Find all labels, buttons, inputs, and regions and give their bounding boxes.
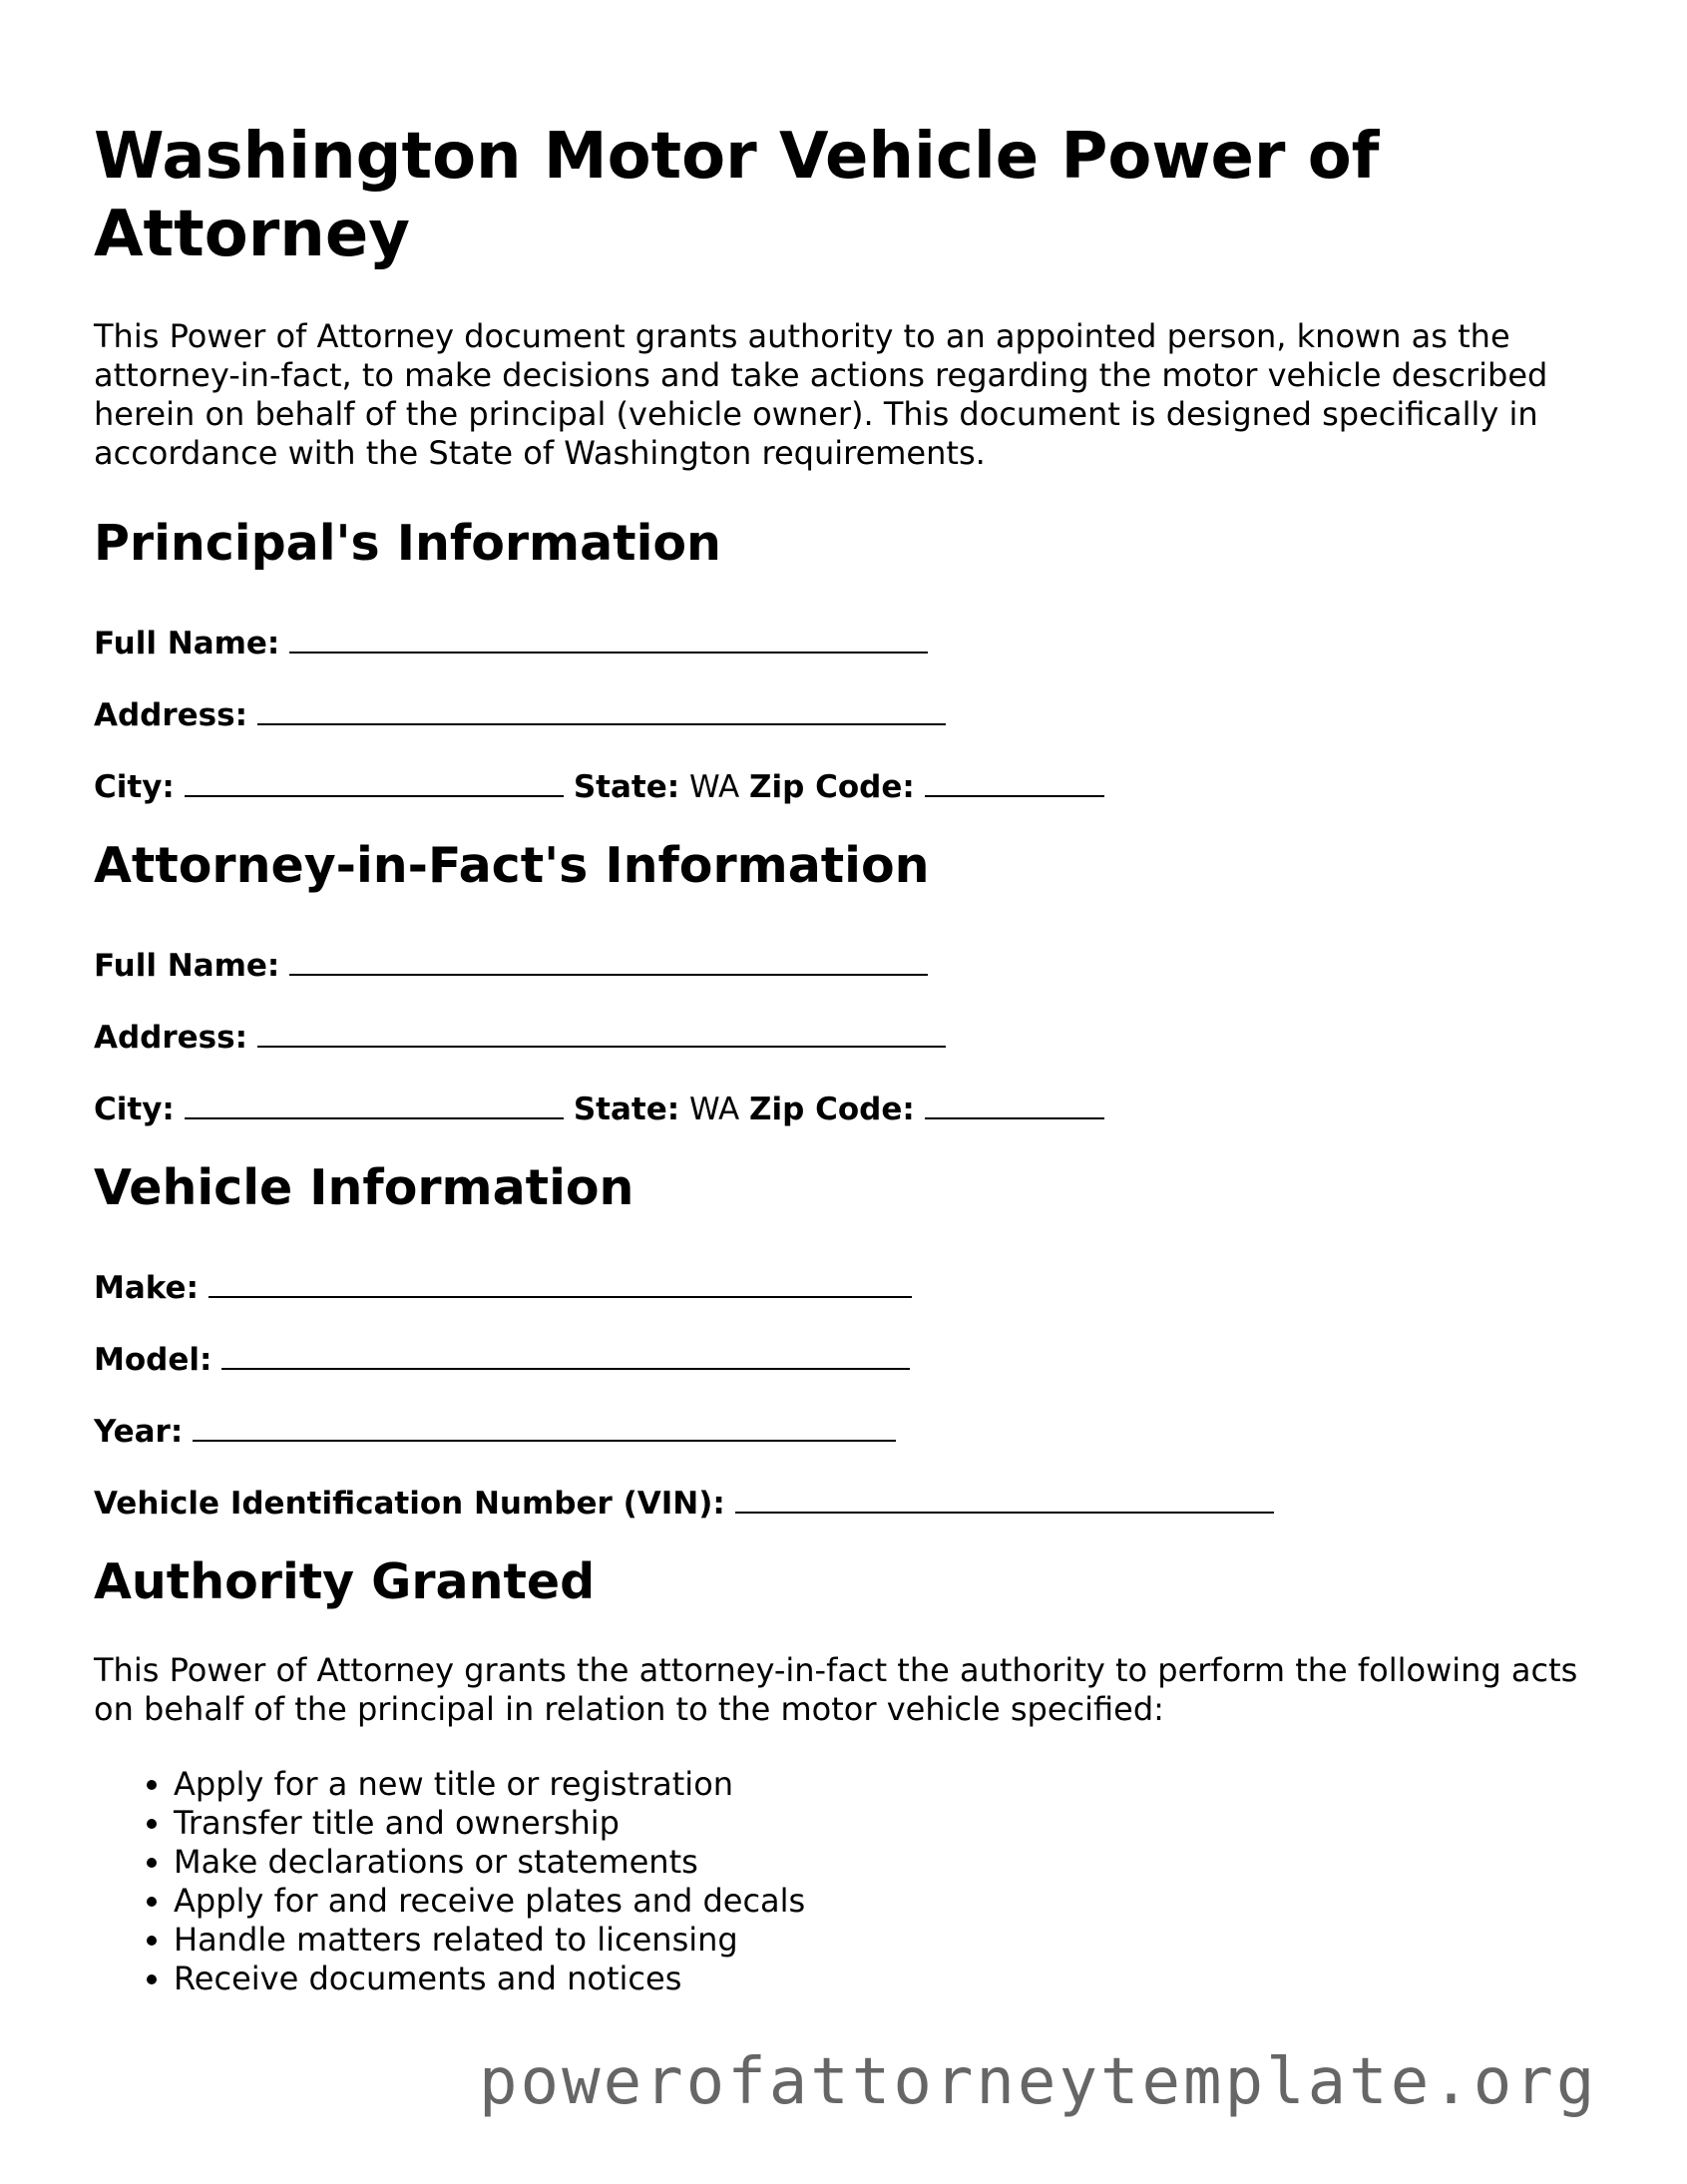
list-item: • Receive documents and notices [174, 1960, 805, 1998]
document-title: Washington Motor Vehicle Power of Attorney [94, 120, 1380, 271]
vehicle-model-label: Model: [94, 1342, 212, 1378]
vehicle-year-blank[interactable] [193, 1404, 896, 1442]
attorney-state-label: State: [573, 1092, 680, 1127]
attorney-city-blank[interactable] [185, 1082, 564, 1119]
principal-city-label: City: [94, 769, 175, 805]
principal-full-name-blank[interactable] [289, 616, 928, 654]
attorney-city-label: City: [94, 1092, 175, 1127]
principal-state-label: State: [573, 769, 680, 805]
vehicle-year-label: Year: [94, 1414, 184, 1450]
attorney-city-state-zip-field [94, 1082, 1104, 1129]
list-item: • Transfer title and ownership [174, 1804, 805, 1843]
attorney-address-label: Address: [94, 1020, 247, 1056]
principal-address-field [94, 687, 946, 735]
vehicle-model-blank[interactable] [221, 1332, 910, 1370]
attorney-full-name-label: Full Name: [94, 948, 280, 984]
attorney-address-blank[interactable] [257, 1010, 946, 1048]
list-item: • Apply for and receive plates and decals [174, 1882, 805, 1921]
list-item: • Apply for a new title or registration [174, 1765, 805, 1804]
principal-full-name-label: Full Name: [94, 626, 280, 661]
intro-paragraph: This Power of Attorney document grants authority to an appointed person, known as the attorney-in-fact, to make decisions and take actions regarding the motor vehicle described herein on behalf of the principal (vehicle owner). This document is designed specifically in accordance with the State of Washington requirements. [94, 317, 1548, 472]
watermark: powerofattorneytemplate.org [479, 2045, 1598, 2119]
vehicle-vin-blank[interactable] [735, 1476, 1274, 1514]
attorney-full-name-blank[interactable] [289, 938, 928, 976]
attorney-zip-blank[interactable] [925, 1082, 1104, 1119]
attorney-address-field [94, 1010, 946, 1058]
vehicle-model-field [94, 1332, 910, 1380]
attorney-full-name-field [94, 938, 928, 986]
principal-state-value: WA [688, 769, 740, 805]
list-item: • Handle matters related to licensing [174, 1921, 805, 1960]
attorney-zip-label: Zip Code: [749, 1092, 915, 1127]
authority-list [94, 1765, 805, 1998]
list-item: • Make declarations or statements [174, 1843, 805, 1882]
authority-paragraph: This Power of Attorney grants the attorney-in-fact the authority to perform the following acts on behalf of the principal in relation to the motor vehicle specified: [94, 1651, 1578, 1728]
vehicle-make-field [94, 1260, 912, 1308]
principal-zip-blank[interactable] [925, 759, 1104, 797]
principal-heading: Principal's Information [94, 515, 721, 572]
principal-city-state-zip-field [94, 759, 1104, 807]
attorney-heading: Attorney-in-Fact's Information [94, 837, 930, 894]
principal-full-name-field [94, 616, 928, 663]
vehicle-year-field [94, 1404, 896, 1452]
vehicle-make-blank[interactable] [209, 1260, 912, 1298]
principal-zip-label: Zip Code: [749, 769, 915, 805]
vehicle-make-label: Make: [94, 1270, 199, 1306]
vehicle-vin-field [94, 1476, 1274, 1524]
vehicle-heading: Vehicle Information [94, 1159, 634, 1216]
principal-address-blank[interactable] [257, 687, 946, 725]
vehicle-vin-label: Vehicle Identification Number (VIN): [94, 1486, 725, 1522]
principal-address-label: Address: [94, 697, 247, 733]
principal-city-blank[interactable] [185, 759, 564, 797]
authority-heading: Authority Granted [94, 1553, 596, 1610]
attorney-state-value: WA [688, 1092, 740, 1127]
